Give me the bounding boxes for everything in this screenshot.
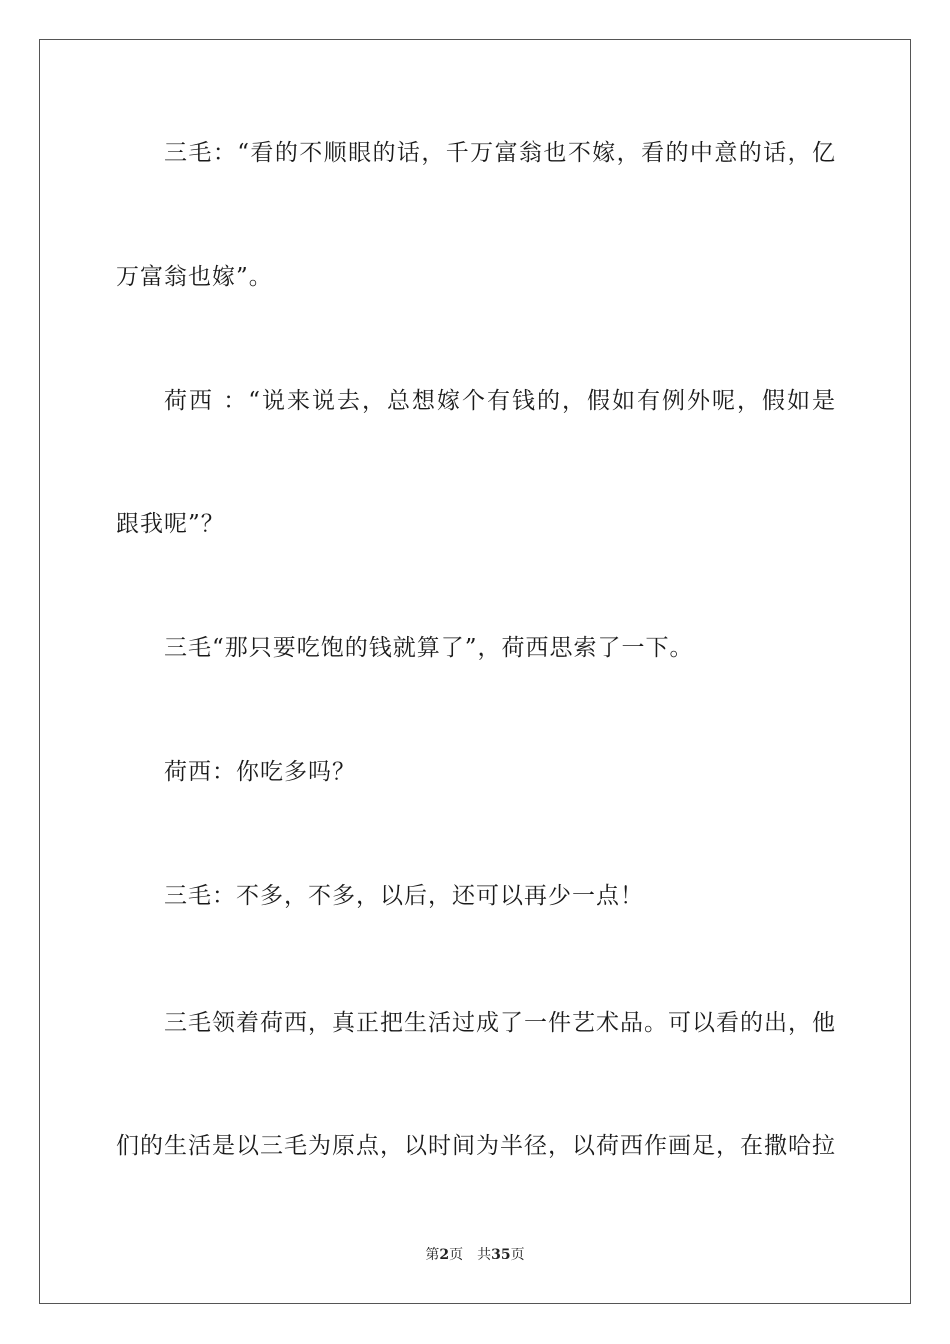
paragraph-line-9: 们的生活是以三毛为原点，以时间为半径，以荷西作画足，在撒哈拉 xyxy=(116,1133,836,1159)
paragraph-line-7: 三毛：不多，不多，以后，还可以再少一点！ xyxy=(164,883,644,909)
page-number: 2 xyxy=(439,1247,450,1263)
paragraph-line-6: 荷西：你吃多吗？ xyxy=(164,759,356,785)
page-footer xyxy=(0,1246,950,1264)
total-prefix: 共 xyxy=(477,1247,492,1263)
paragraph-line-3: 荷西 ：“说来说去，总想嫁个有钱的，假如有例外呢，假如是 xyxy=(164,388,836,414)
paragraph-line-5: 三毛“那只要吃饱的钱就算了”，荷西思索了一下。 xyxy=(164,635,694,661)
page-prefix: 第 xyxy=(425,1247,440,1263)
page-border xyxy=(39,39,911,1304)
total-suffix: 页 xyxy=(510,1247,525,1263)
page-suffix: 页 xyxy=(449,1247,464,1263)
paragraph-line-4: 跟我呢”？ xyxy=(116,511,225,537)
total-pages: 35 xyxy=(491,1247,511,1263)
paragraph-line-8: 三毛领着荷西，真正把生活过成了一件艺术品。可以看的出，他 xyxy=(164,1010,836,1036)
paragraph-line-2: 万富翁也嫁”。 xyxy=(116,264,273,290)
paragraph-line-1: 三毛：“看的不顺眼的话，千万富翁也不嫁，看的中意的话，亿 xyxy=(164,140,836,166)
